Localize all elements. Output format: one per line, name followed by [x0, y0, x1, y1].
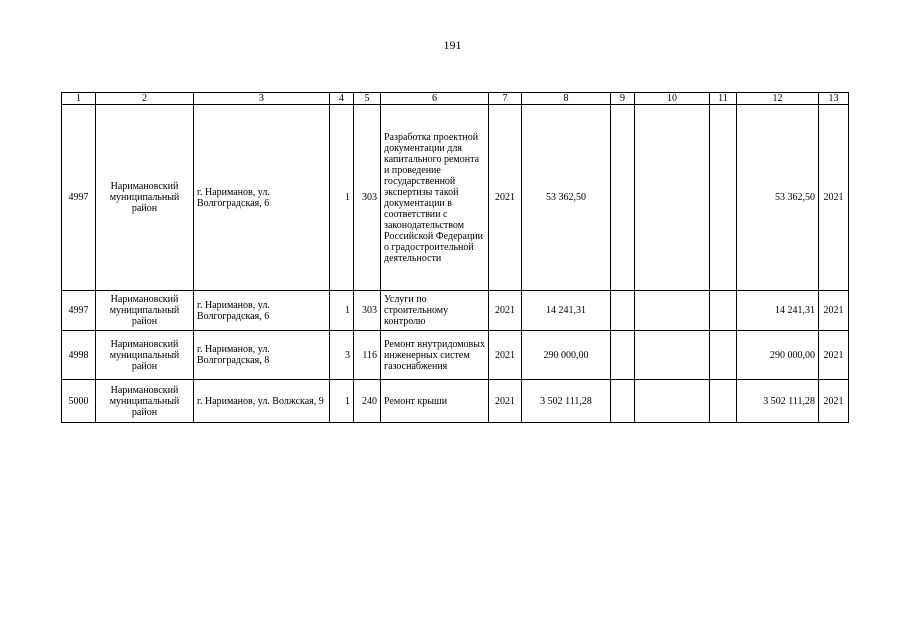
col-10 [635, 291, 710, 331]
table-row [62, 105, 849, 291]
col-11 [710, 331, 737, 380]
amount-total: 3 502 111,28 [737, 380, 819, 423]
year-end: 2021 [819, 380, 849, 423]
municipality: Наримановский муниципальный район [96, 331, 194, 380]
header-cell: 13 [819, 93, 849, 105]
address: г. Нариманов, ул. Волгоградская, 6 [194, 291, 330, 331]
amount: 3 502 111,28 [522, 380, 611, 423]
col-5: 303 [354, 105, 381, 291]
year: 2021 [489, 331, 522, 380]
col-9 [611, 291, 635, 331]
table-row [62, 291, 849, 331]
work-type: Ремонт внутридомовых инженерных систем газоснабжения [381, 331, 489, 380]
address: г. Нариманов, ул. Волжская, 9 [194, 380, 330, 423]
header-cell: 1 [62, 93, 96, 105]
address: г. Нариманов, ул. Волгоградская, 8 [194, 331, 330, 380]
col-9 [611, 331, 635, 380]
col-5: 240 [354, 380, 381, 423]
municipality: Наримановский муниципальный район [96, 380, 194, 423]
header-cell: 3 [194, 93, 330, 105]
year: 2021 [489, 380, 522, 423]
year-end: 2021 [819, 331, 849, 380]
header-cell: 6 [381, 93, 489, 105]
work-type: Разработка проектной документации для капитального ремонта и проведение государственной экспертизы такой документации в соответствии с законодательством Российской Федерации о градостроительной деятельности [381, 105, 489, 291]
municipality: Наримановский муниципальный район [96, 105, 194, 291]
col-9 [611, 380, 635, 423]
address: г. Нариманов, ул. Волгоградская, 6 [194, 105, 330, 291]
year-end: 2021 [819, 105, 849, 291]
row-id: 4997 [62, 291, 96, 331]
work-type: Услуги по строительному контролю [381, 291, 489, 331]
col-11 [710, 380, 737, 423]
row-id: 5000 [62, 380, 96, 423]
work-type: Ремонт крыши [381, 380, 489, 423]
table-row [62, 380, 849, 423]
col-10 [635, 105, 710, 291]
amount: 14 241,31 [522, 291, 611, 331]
header-cell: 10 [635, 93, 710, 105]
amount-total: 14 241,31 [737, 291, 819, 331]
col-4: 1 [330, 105, 354, 291]
amount: 53 362,50 [522, 105, 611, 291]
year-end: 2021 [819, 291, 849, 331]
col-9 [611, 105, 635, 291]
year: 2021 [489, 105, 522, 291]
amount: 290 000,00 [522, 331, 611, 380]
header-cell: 7 [489, 93, 522, 105]
row-id: 4997 [62, 105, 96, 291]
col-4: 3 [330, 331, 354, 380]
header-cell: 11 [710, 93, 737, 105]
col-11 [710, 105, 737, 291]
header-cell: 5 [354, 93, 381, 105]
header-cell: 2 [96, 93, 194, 105]
col-5: 116 [354, 331, 381, 380]
col-4: 1 [330, 291, 354, 331]
amount-total: 53 362,50 [737, 105, 819, 291]
header-cell: 12 [737, 93, 819, 105]
year: 2021 [489, 291, 522, 331]
header-row [62, 93, 849, 105]
data-table [61, 92, 849, 423]
col-11 [710, 291, 737, 331]
col-4: 1 [330, 380, 354, 423]
header-cell: 8 [522, 93, 611, 105]
col-10 [635, 331, 710, 380]
table-row [62, 331, 849, 380]
col-5: 303 [354, 291, 381, 331]
row-id: 4998 [62, 331, 96, 380]
col-10 [635, 380, 710, 423]
page-number: 191 [443, 38, 462, 52]
header-cell: 9 [611, 93, 635, 105]
header-cell: 4 [330, 93, 354, 105]
amount-total: 290 000,00 [737, 331, 819, 380]
municipality: Наримановский муниципальный район [96, 291, 194, 331]
